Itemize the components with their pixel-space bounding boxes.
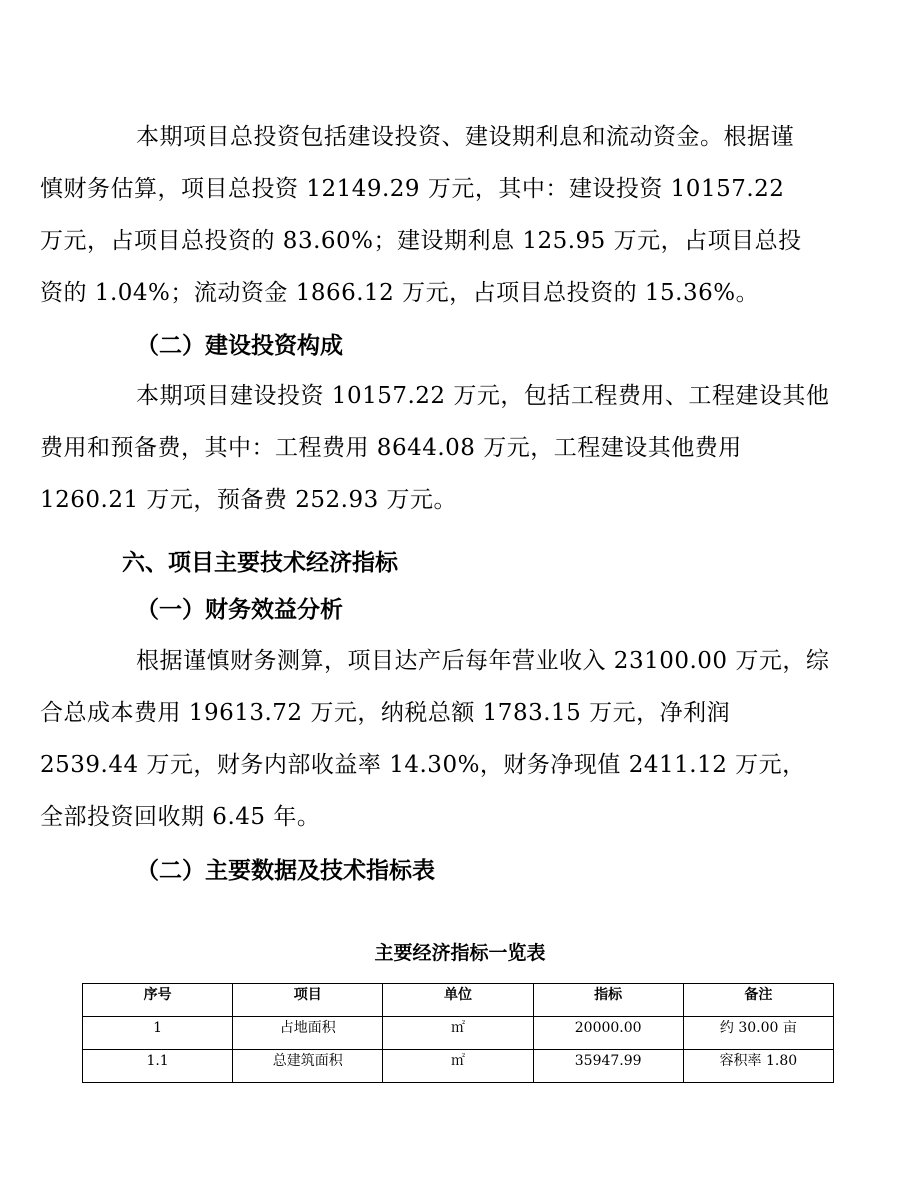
paragraph-line: 全部投资回收期 6.45 年。 bbox=[40, 804, 321, 830]
paragraph-line: 万元，占项目总投资的 83.60%；建设期利息 125.95 万元，占项目总投 bbox=[40, 228, 802, 254]
table-row bbox=[83, 1050, 834, 1083]
construction-investment-paragraph bbox=[40, 370, 834, 526]
column-header-remark: 备注 bbox=[683, 984, 833, 1017]
paragraph-line: 合总成本费用 19613.72 万元，纳税总额 1783.15 万元，净利润 bbox=[40, 700, 731, 726]
paragraph-line: 慎财务估算，项目总投资 12149.29 万元，其中：建设投资 10157.22 bbox=[40, 176, 785, 202]
paragraph-line: 1260.21 万元，预备费 252.93 万元。 bbox=[40, 487, 458, 513]
table-title: 主要经济指标一览表 bbox=[374, 942, 546, 964]
paragraph-line: 费用和预备费，其中：工程费用 8644.08 万元，工程建设其他费用 bbox=[40, 435, 742, 461]
cell-unit: ㎡ bbox=[383, 1050, 533, 1083]
table-header-row bbox=[83, 984, 834, 1017]
economic-indicators-table bbox=[82, 983, 834, 1083]
construction-investment-heading: （二）建设投资构成 bbox=[136, 332, 343, 359]
column-header-index: 序号 bbox=[83, 984, 233, 1017]
cell-value: 35947.99 bbox=[533, 1050, 683, 1083]
column-header-value: 指标 bbox=[533, 984, 683, 1017]
paragraph-line: 本期项目总投资包括建设投资、建设期利息和流动资金。根据谨 bbox=[136, 124, 794, 150]
cell-item: 占地面积 bbox=[233, 1017, 383, 1050]
paragraph-line: 本期项目建设投资 10157.22 万元，包括工程费用、工程建设其他 bbox=[136, 383, 830, 409]
table-row bbox=[83, 1017, 834, 1050]
paragraph-line: 2539.44 万元，财务内部收益率 14.30%，财务净现值 2411.12 万元， bbox=[40, 752, 806, 778]
paragraph-line: 根据谨慎财务测算，项目达产后每年营业收入 23100.00 万元，综 bbox=[136, 648, 830, 674]
cell-index: 1.1 bbox=[83, 1050, 233, 1083]
cell-remark: 容积率 1.80 bbox=[683, 1050, 833, 1083]
column-header-unit: 单位 bbox=[383, 984, 533, 1017]
paragraph-line: 资的 1.04%；流动资金 1866.12 万元，占项目总投资的 15.36%。 bbox=[40, 280, 760, 306]
column-header-item: 项目 bbox=[233, 984, 383, 1017]
indicator-table-heading: （二）主要数据及技术指标表 bbox=[136, 857, 435, 884]
section-six-heading: 六、项目主要技术经济指标 bbox=[122, 549, 398, 576]
cell-unit: ㎡ bbox=[383, 1017, 533, 1050]
cell-item: 总建筑面积 bbox=[233, 1050, 383, 1083]
cell-index: 1 bbox=[83, 1017, 233, 1050]
financial-benefit-paragraph bbox=[40, 635, 834, 843]
cell-value: 20000.00 bbox=[533, 1017, 683, 1050]
cell-remark: 约 30.00 亩 bbox=[683, 1017, 833, 1050]
financial-benefit-heading: （一）财务效益分析 bbox=[136, 596, 343, 623]
total-investment-paragraph bbox=[40, 111, 834, 319]
